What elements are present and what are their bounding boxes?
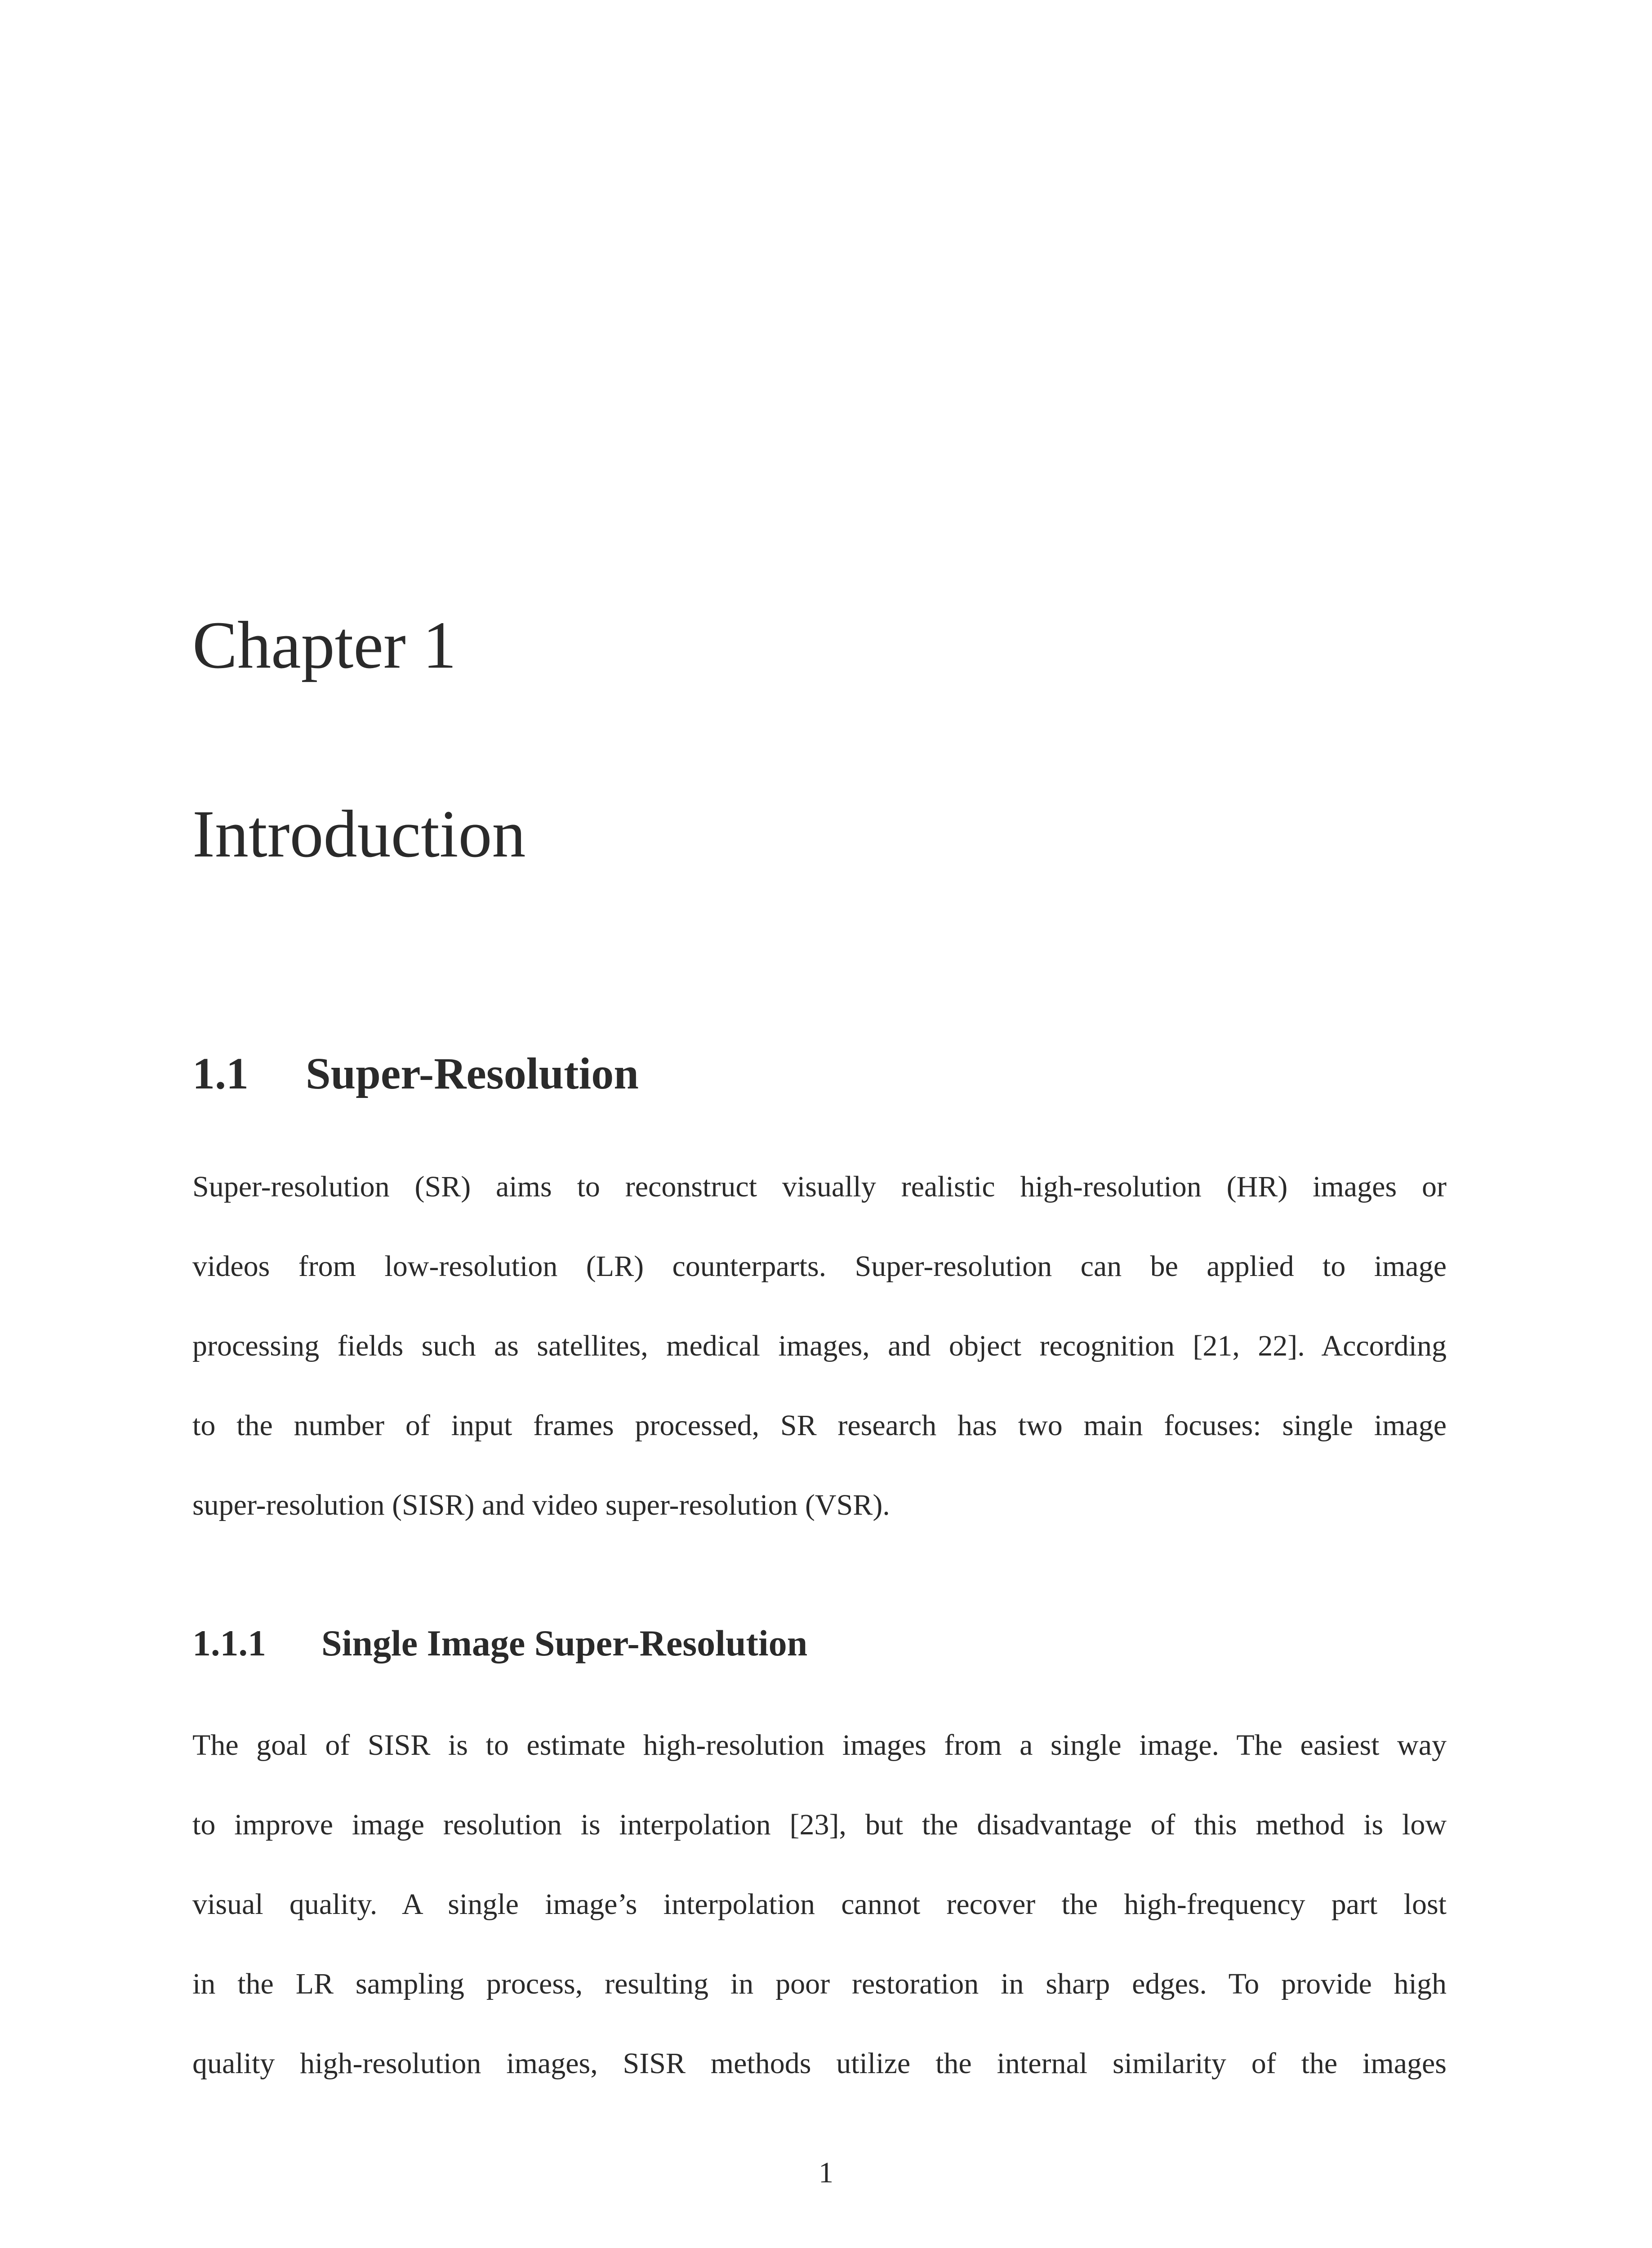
subsection-title: Single Image Super-Resolution [321, 1623, 808, 1664]
subsection-heading [192, 1625, 807, 1662]
chapter-label: Chapter 1 [192, 608, 457, 682]
paragraph-line: to improve image resolution is interpolation [23], but the disadvantage of this method is low [192, 1808, 1447, 1841]
subsection-number: 1.1.1 [192, 1623, 266, 1664]
paragraph-line: visual quality. A single image’s interpolation cannot recover the high-frequency part lost [192, 1888, 1447, 1921]
chapter-title: Introduction [192, 797, 526, 871]
paragraph-line: in the LR sampling process, resulting in poor restoration in sharp edges. To provide high [192, 1967, 1447, 2000]
paragraph-line: The goal of SISR is to estimate high-resolution images from a single image. The easiest way [192, 1729, 1447, 1762]
section-title: Super-Resolution [306, 1048, 639, 1098]
subsection-paragraph [192, 1727, 1447, 2125]
section-paragraph [192, 1169, 1447, 1567]
paragraph-line: quality high-resolution images, SISR methods utilize the internal similarity of the images [192, 2047, 1447, 2080]
page-number: 1 [819, 2156, 833, 2189]
paragraph-line: to the number of input frames processed, SR research has two main focuses: single image [192, 1409, 1447, 1442]
paragraph-line: Super-resolution (SR) aims to reconstruct visually realistic high-resolution (HR) images or [192, 1170, 1447, 1203]
paragraph-line: processing fields such as satellites, medical images, and object recognition [21, 22]. According [192, 1329, 1447, 1362]
section-heading [192, 1048, 639, 1098]
paragraph-line: videos from low-resolution (LR) counterparts. Super-resolution can be applied to image [192, 1250, 1447, 1283]
paragraph-line: super-resolution (SISR) and video super-resolution (VSR). [192, 1489, 890, 1521]
section-number: 1.1 [192, 1048, 249, 1098]
